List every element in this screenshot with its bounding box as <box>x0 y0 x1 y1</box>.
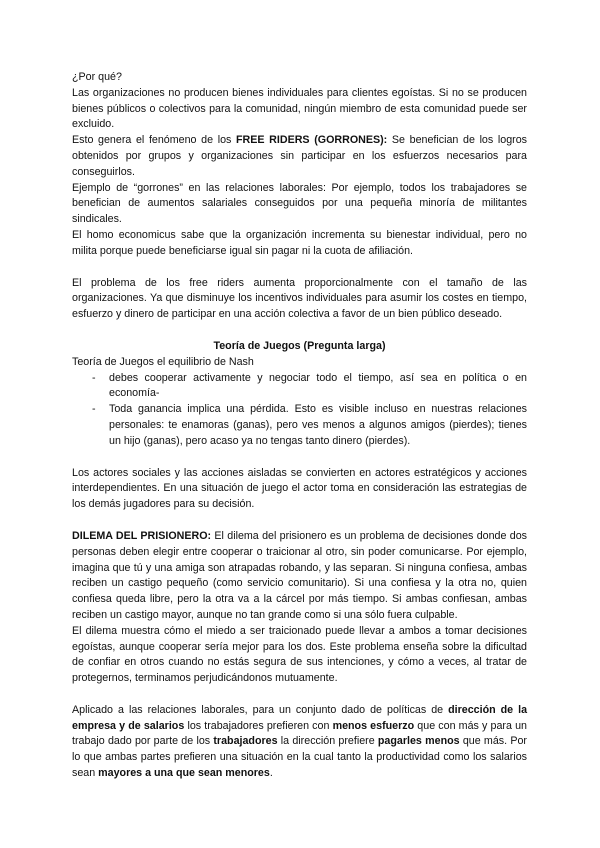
list-item: - debes cooperar activamente y negociar todo el tiempo, así sea en política o en economía- <box>72 371 527 403</box>
free-riders-paragraph: Esto genera el fenómeno de los FREE RIDERS (GORRONES): Se benefician de los logros obtenidos por grupos y organizaciones sin participar en los esfuerzos necesarios para conseguirlos. <box>72 134 527 178</box>
document-page <box>72 70 527 782</box>
organizations-paragraph: Las organizaciones no producen bienes individuales para clientes egoístas. Si no se producen bienes públicos o colectivos para la comunidad, ningún miembro de esta comunidad puede ser excluido. <box>72 86 527 131</box>
dilemma-term: DILEMA DEL PRISIONERO: <box>72 529 212 542</box>
dilemma-lesson-paragraph: El dilema muestra cómo el miedo a ser traicionado puede llevar a ambos a tomar decisiones egoístas, aunque cooperar sería mejor para los dos. Este problema enseña sobre la dificultad de confiar en otros cuando no estás segura de sus intenciones, y cómo a veces, al tratar de protegernos, terminamos perjudicándonos mutuamente. <box>72 624 527 685</box>
homo-economicus-paragraph: El homo economicus sabe que la organización incrementa su bienestar individual, pero no milita porque puede beneficiarse igual sin pagar ni la cuota de afiliación. <box>72 228 527 257</box>
bullet-list <box>72 371 527 450</box>
applied-paragraph: Aplicado a las relaciones laborales, para un conjunto dado de políticas de dirección de la empresa y de salarios los trabajadores prefieren con menos esfuerzo que con más y para un trabajo dado por parte de los trabajadores la dirección prefiere pagarles menos que más. Por lo que ambas partes prefieren una situación en la cual tanto la productividad como los salarios sean mayores a una que sean menores. <box>72 703 528 780</box>
free-riders-term: FREE RIDERS (GORRONES): <box>236 134 388 147</box>
nash-line: Teoría de Juegos el equilibrio de Nash <box>72 355 254 368</box>
why-heading: ¿Por qué? <box>72 71 122 83</box>
example-paragraph: Ejemplo de “gorrones” en las relaciones laborales: Por ejemplo, todos los trabajadores se benefician de aumentos salariales conseguidos por una pequeña minoría de militantes sindicales. <box>72 181 527 226</box>
list-item: - Toda ganancia implica una pérdida. Esto es visible incluso en nuestras relaciones personales: te enamoras (ganas), pero ves menos a algunos amigos (pierdes); tienes un hijo (ganas), pero acaso ya no tengas tanto dinero (pierdes). <box>72 402 527 449</box>
section-title: Teoría de Juegos (Pregunta larga) <box>213 339 386 352</box>
problem-paragraph: El problema de los free riders aumenta proporcionalmente con el tamaño de las organizaciones. Ya que disminuye los incentivos individuales para asumir los costes en tiempo, esfuerzo y dinero de participar en una acción colectiva a favor de un bien público deseado. <box>72 276 527 321</box>
actors-paragraph: Los actores sociales y las acciones aisladas se convierten en actores estratégicos y acciones interdependientes. En una situación de juego el actor toma en consideración las estrategias de los demás jugadores para su decisión. <box>72 466 527 511</box>
dilemma-paragraph: DILEMA DEL PRISIONERO: El dilema del prisionero es un problema de decisiones donde dos personas deben elegir entre cooperar o traicionar al otro, sin poder comunicarse. Por ejemplo, imagina que tú y una amiga son atrapadas robando, y las separan. Si ninguna confiesa, ambas reciben un castigo pequeño (como servicio comunitario). Si una confiesa y la otra no, quien confiesa queda libre, pero la otra va a la cárcel por más tiempo. Si ambas confiesan, ambas reciben un castigo mayor, aunque no tan grande como si una sólo fuera culpable. <box>72 529 527 621</box>
